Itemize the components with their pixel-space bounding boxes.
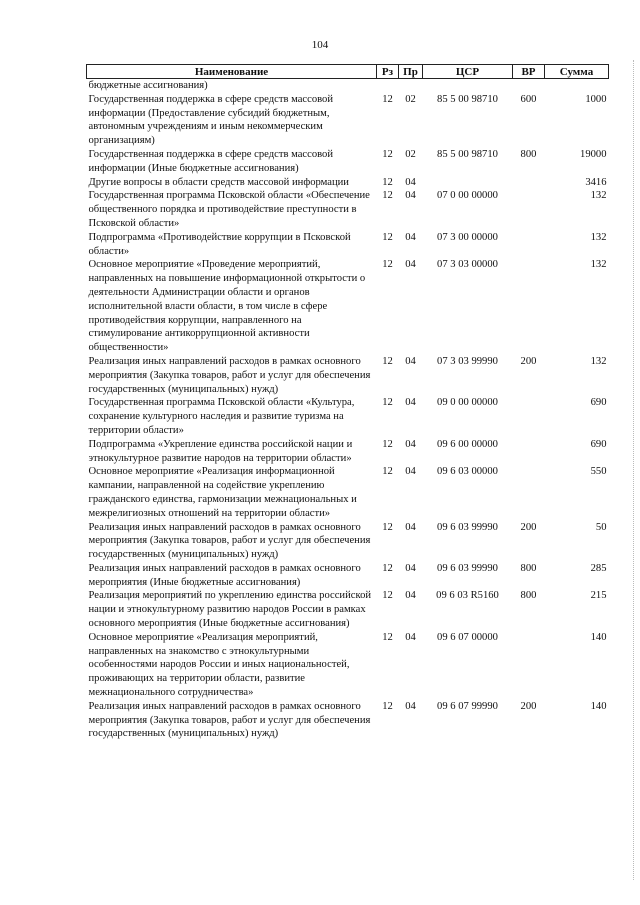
scan-edge-mark [632, 60, 634, 880]
row-sum: 140 [590, 700, 607, 712]
row-rz: 12 [382, 631, 393, 643]
row-pr: 02 [405, 93, 416, 105]
row-rz: 12 [382, 190, 393, 202]
row-vr [513, 231, 545, 259]
header-name: Наименование [87, 65, 377, 79]
table-row [87, 438, 609, 466]
table-row [87, 631, 609, 700]
table-row [87, 589, 609, 630]
row-sum: 140 [590, 631, 607, 643]
header-vr: ВР [513, 65, 545, 79]
table-row [87, 700, 609, 741]
page-number: 104 [311, 39, 329, 51]
row-sum: 690 [590, 438, 607, 450]
row-csr [423, 176, 513, 190]
row-vr: 200 [520, 355, 537, 367]
row-rz: 12 [382, 466, 393, 478]
row-vr [513, 176, 545, 190]
row-sum: 132 [590, 190, 607, 202]
row-pr: 04 [405, 631, 416, 643]
row-vr [513, 79, 545, 93]
row-name: бюджетные ассигнования) [88, 80, 208, 91]
row-csr: 09 6 03 99990 [437, 562, 498, 574]
row-sum: 50 [595, 521, 607, 533]
budget-table [86, 64, 609, 741]
row-name: Государственная программа Псковской области «Обеспечение общественного порядка и противодействие преступности в Псковской области» [88, 190, 370, 229]
table-header [87, 65, 609, 79]
table-body [87, 79, 609, 742]
row-sum: 690 [590, 397, 607, 409]
row-vr: 200 [520, 700, 537, 712]
row-name: Реализация иных направлений расходов в рамках основного мероприятия (Закупка товаров, работ и услуг для обеспечения государственных (муниципальных) нужд) [88, 355, 371, 395]
row-csr: 09 6 03 99990 [437, 521, 498, 533]
row-csr: 09 6 07 00000 [437, 631, 498, 643]
row-name: Реализация мероприятий по укреплению единства российской нации и этнокультурному развитию народов России в рамках основного мероприятия (Иные бюджетные ассигнования) [88, 590, 372, 630]
header-csr: ЦСР [423, 65, 513, 79]
row-name: Реализация иных направлений расходов в рамках основного мероприятия (Закупка товаров, работ и услуг для обеспечения государственных (муниципальных) нужд) [88, 700, 371, 740]
row-name: Подпрограмма «Укрепление единства российской нации и этнокультурное развитие народов на территории области» [88, 438, 353, 464]
row-pr: 04 [405, 176, 416, 188]
table-row [87, 231, 609, 259]
row-csr: 09 6 07 99990 [437, 700, 498, 712]
row-sum: 132 [590, 259, 607, 271]
row-sum: 132 [590, 231, 607, 243]
row-vr [513, 189, 545, 230]
row-name: Государственная поддержка в сфере средств массовой информации (Иные бюджетные ассигнования) [88, 148, 334, 174]
row-sum: 215 [590, 590, 607, 602]
row-pr: 04 [405, 700, 416, 712]
row-sum: 285 [590, 562, 607, 574]
table-row [87, 521, 609, 562]
row-csr: 09 6 03 R5160 [436, 590, 499, 602]
row-name: Подпрограмма «Противодействие коррупции в Псковской области» [88, 231, 351, 257]
row-name: Другие вопросы в области средств массовой информации [88, 176, 349, 188]
row-vr [513, 465, 545, 520]
table-row [87, 258, 609, 355]
row-sum [545, 79, 609, 93]
row-pr: 04 [405, 190, 416, 202]
table-row [87, 93, 609, 148]
row-rz: 12 [382, 93, 393, 105]
row-csr: 07 3 03 99990 [437, 355, 498, 367]
table-row [87, 148, 609, 176]
row-pr: 04 [405, 562, 416, 574]
row-csr: 09 0 00 00000 [437, 397, 498, 409]
row-rz: 12 [382, 700, 393, 712]
row-name: Реализация иных направлений расходов в рамках основного мероприятия (Закупка товаров, работ и услуг для обеспечения государственных (муниципальных) нужд) [88, 521, 371, 561]
row-vr [513, 438, 545, 466]
row-vr [513, 396, 545, 437]
row-rz: 12 [382, 259, 393, 271]
row-vr: 800 [520, 148, 537, 160]
table-row [87, 79, 609, 93]
row-csr: 07 3 03 00000 [437, 259, 498, 271]
row-sum: 1000 [585, 93, 607, 105]
row-pr: 04 [405, 231, 416, 243]
row-csr: 09 6 00 00000 [437, 438, 498, 450]
row-sum: 132 [590, 355, 607, 367]
table-row [87, 355, 609, 396]
table-row [87, 176, 609, 190]
row-csr [423, 79, 513, 93]
row-pr: 04 [405, 438, 416, 450]
row-vr: 800 [520, 562, 537, 574]
row-csr: 85 5 00 98710 [437, 93, 498, 105]
header-rz: Рз [377, 65, 399, 79]
row-pr: 04 [405, 466, 416, 478]
table-row [87, 396, 609, 437]
row-rz [377, 79, 399, 93]
row-pr: 04 [405, 590, 416, 602]
row-pr: 02 [405, 148, 416, 160]
table-row [87, 562, 609, 590]
row-csr: 07 0 00 00000 [437, 190, 498, 202]
row-rz: 12 [382, 438, 393, 450]
row-pr: 04 [405, 355, 416, 367]
row-vr [513, 258, 545, 355]
row-name: Государственная поддержка в сфере средств массовой информации (Предоставление субсидий бюджетным, автономным учреждениям и иным некоммерческим организациям) [88, 93, 334, 147]
row-rz: 12 [382, 562, 393, 574]
table-row [87, 189, 609, 230]
row-rz: 12 [382, 521, 393, 533]
row-csr: 07 3 00 00000 [437, 231, 498, 243]
row-rz: 12 [382, 397, 393, 409]
row-rz: 12 [382, 590, 393, 602]
row-name: Государственная программа Псковской области «Культура, сохранение культурного наследия и развитие туризма на территории области» [88, 397, 355, 436]
row-csr: 85 5 00 98710 [437, 148, 498, 160]
row-name: Реализация иных направлений расходов в рамках основного мероприятия (Иные бюджетные ассигнования) [88, 562, 361, 588]
row-name: Основное мероприятие «Проведение мероприятий, направленных на повышение информационной открытости о деятельности Администрации области и органов исполнительной власти области, в том числе в сфере противодействия коррупции, направленного на стимулирование антикоррупционной активности общественности» [88, 259, 366, 354]
row-pr [399, 79, 423, 93]
row-rz: 12 [382, 148, 393, 160]
header-sum: Сумма [545, 65, 609, 79]
row-name: Основное мероприятие «Реализация информационной кампании, направленной на содействие укреплению гражданского единства, гармонизации межнациональных и межрелигиозных отношений на территории области» [88, 466, 357, 519]
row-sum: 19000 [580, 148, 607, 160]
row-rz: 12 [382, 176, 393, 188]
row-vr [513, 631, 545, 700]
row-pr: 04 [405, 259, 416, 271]
row-name: Основное мероприятие «Реализация мероприятий, направленных на знакомство с этнокультурными особенностями народов России и иных национальностей, проживающих на территории области, развитие межнационального сотрудничества» [88, 631, 350, 699]
table-row [87, 465, 609, 520]
row-vr: 600 [520, 93, 537, 105]
row-vr: 200 [520, 521, 537, 533]
row-sum: 550 [590, 466, 607, 478]
header-pr: Пр [399, 65, 423, 79]
row-csr: 09 6 03 00000 [437, 466, 498, 478]
row-rz: 12 [382, 355, 393, 367]
row-rz: 12 [382, 231, 393, 243]
row-sum: 3416 [585, 176, 607, 188]
row-pr: 04 [405, 397, 416, 409]
row-pr: 04 [405, 521, 416, 533]
row-vr: 800 [520, 590, 537, 602]
